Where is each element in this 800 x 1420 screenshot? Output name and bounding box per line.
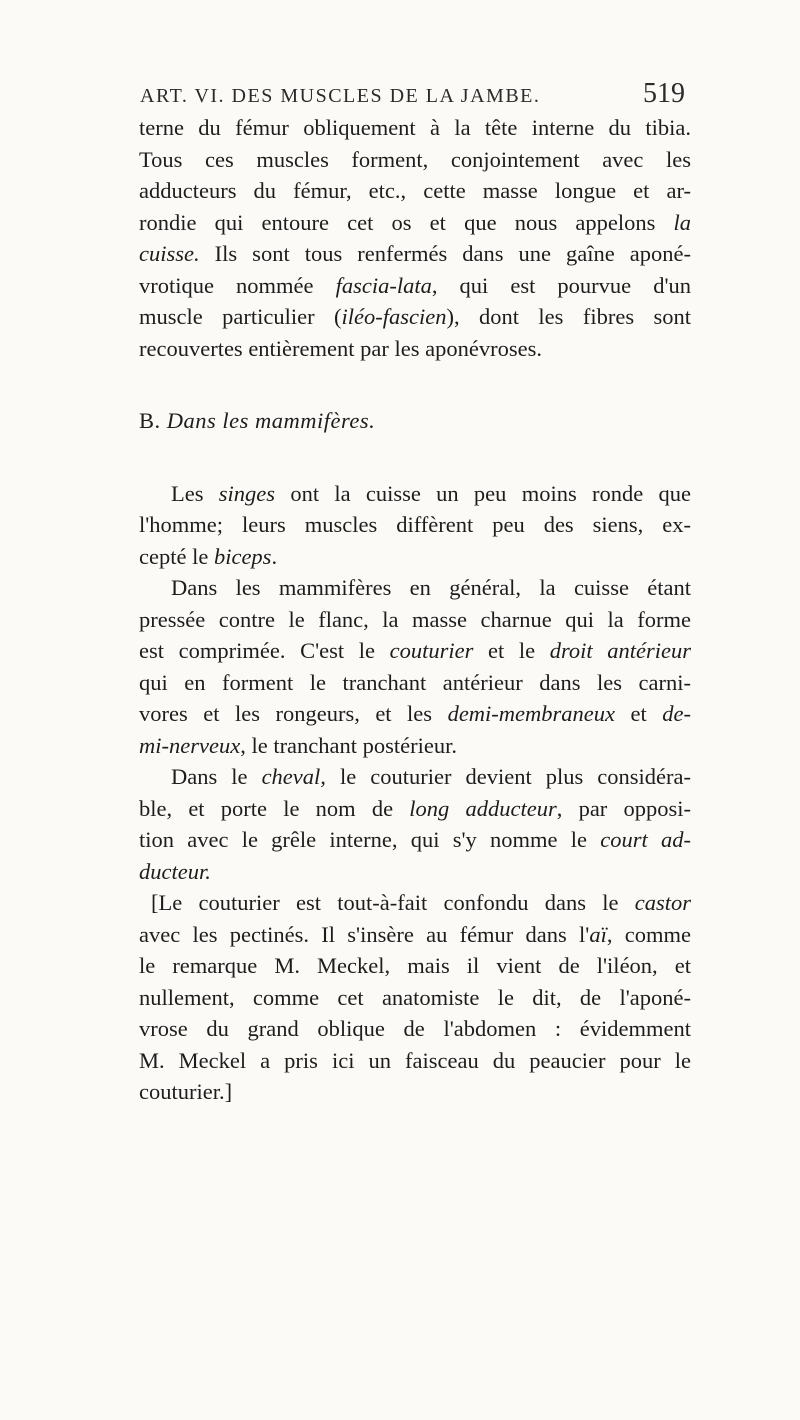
- text-line: Tous ces muscles forment, conjointement avec les: [139, 146, 691, 172]
- section-title: Dans les mammifères.: [166, 408, 376, 433]
- text-line: vrotique nommée fascia-lata, qui est pourvue d'un: [139, 272, 691, 298]
- text-line: cepté le biceps.: [139, 543, 278, 569]
- text-line: muscle particulier (iléo-fascien), dont les fibres sont: [139, 304, 691, 329]
- running-header: [140, 78, 685, 110]
- text-line: adducteurs du fémur, etc., cette masse longue et ar-: [139, 178, 691, 203]
- paragraph-4: [139, 761, 691, 887]
- text-line: nullement, comme cet anatomiste le dit, de l'aponé-: [139, 984, 691, 1010]
- text-line: couturier.]: [139, 1079, 233, 1104]
- text-line: qui en forment le tranchant antérieur dans les carni-: [139, 669, 691, 695]
- text-line: M. Meckel a pris ici un faisceau du peaucier pour le: [139, 1047, 691, 1073]
- text-line: rondie qui entoure cet os et que nous appelons la: [139, 209, 691, 235]
- text-line: recouvertes entièrement par les aponévroses.: [139, 335, 542, 361]
- text-line: le remarque M. Meckel, mais il vient de l'iléon, et: [139, 953, 691, 978]
- text-line: est comprimée. C'est le couturier et le droit antérieur: [139, 638, 691, 663]
- paragraph-3: [139, 572, 691, 761]
- paragraph-5: [139, 887, 691, 1108]
- text-line: pressée contre le flanc, la masse charnue qui la forme: [139, 606, 691, 632]
- text-line: avec les pectinés. Il s'insère au fémur dans l'aï, comme: [139, 921, 691, 947]
- text-line: vrose du grand oblique de l'abdomen : évidemment: [139, 1016, 691, 1041]
- text-line: tion avec le grêle interne, qui s'y nomme le court ad-: [139, 827, 691, 852]
- text-line: terne du fémur obliquement à la tête interne du tibia.: [139, 115, 691, 140]
- text-line: ducteur.: [139, 858, 211, 884]
- text-line: cuisse. Ils sont tous renfermés dans une gaîne aponé-: [139, 241, 691, 266]
- section-heading: [139, 405, 691, 437]
- text-line: l'homme; leurs muscles diffèrent peu des siens, ex-: [139, 512, 691, 537]
- body-text: [139, 112, 691, 1108]
- text-line: Les singes ont la cuisse un peu moins ronde que: [171, 480, 691, 506]
- text-line: ble, et porte le nom de long adducteur, par opposi-: [139, 795, 691, 821]
- section-label: B.: [139, 408, 161, 433]
- page-number: 519: [643, 78, 685, 109]
- text-line: mi-nerveux, le tranchant postérieur.: [139, 732, 457, 758]
- text-line: [Le couturier est tout-à-fait confondu dans le castor: [151, 890, 691, 915]
- paragraph-2: [139, 478, 691, 573]
- paragraph-1: [139, 112, 691, 364]
- text-line: Dans le cheval, le couturier devient plus considéra-: [171, 764, 691, 789]
- text-line: vores et les rongeurs, et les demi-membraneux et de-: [139, 701, 691, 726]
- running-title: ART. VI. DES MUSCLES DE LA JAMBE.: [140, 85, 541, 107]
- text-line: Dans les mammifères en général, la cuisse étant: [171, 575, 691, 600]
